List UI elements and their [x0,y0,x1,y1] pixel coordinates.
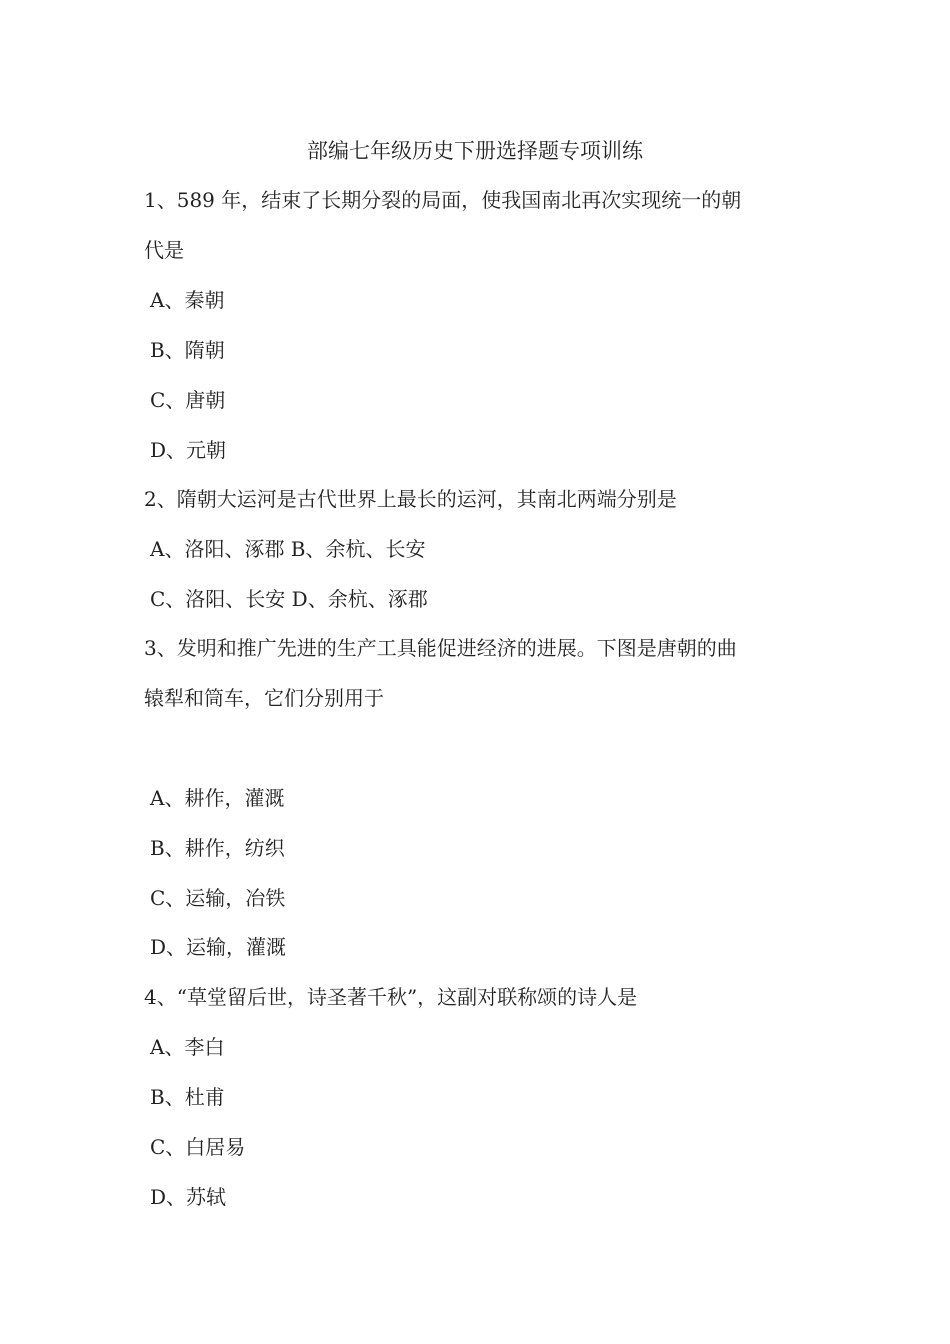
question-3-option-b: B、耕作，纺织 [150,836,285,860]
question-2-stem: 2、隋朝大运河是古代世界上最长的运河，其南北两端分别是 [144,487,677,511]
question-1-option-a: A、秦朝 [150,288,225,312]
question-3-option-d: D、运输，灌溉 [150,935,287,959]
question-2-options-line-2: C、洛阳、长安 D、余杭、涿郡 [150,587,428,611]
question-3-stem-line-1: 3、发明和推广先进的生产工具能促进经济的进展。下图是唐朝的曲 [144,636,737,660]
question-3-option-a: A、耕作，灌溉 [150,786,285,810]
document-title: 部编七年级历史下册选择题专项训练 [307,139,643,163]
question-4-option-b: B、杜甫 [150,1085,225,1109]
question-4-stem: 4、“草堂留后世，诗圣著千秋”，这副对联称颂的诗人是 [144,985,638,1009]
question-3-option-c: C、运输，冶铁 [150,886,286,910]
question-1-option-d: D、元朝 [150,438,227,462]
question-4-option-a: A、李白 [150,1035,225,1059]
question-3-stem-line-2: 辕犁和筒车，它们分别用于 [144,686,384,710]
question-4-option-c: C、白居易 [150,1135,246,1159]
question-2-options-line-1: A、洛阳、涿郡 B、余杭、长安 [150,537,426,561]
question-1-option-c: C、唐朝 [150,388,226,412]
question-4-option-d: D、苏轼 [150,1185,227,1209]
question-1-stem-line-1: 1、589 年，结束了长期分裂的局面，使我国南北再次实现统一的朝 [144,188,742,212]
question-1-stem-line-2: 代是 [144,238,184,262]
question-1-option-b: B、隋朝 [150,338,225,362]
